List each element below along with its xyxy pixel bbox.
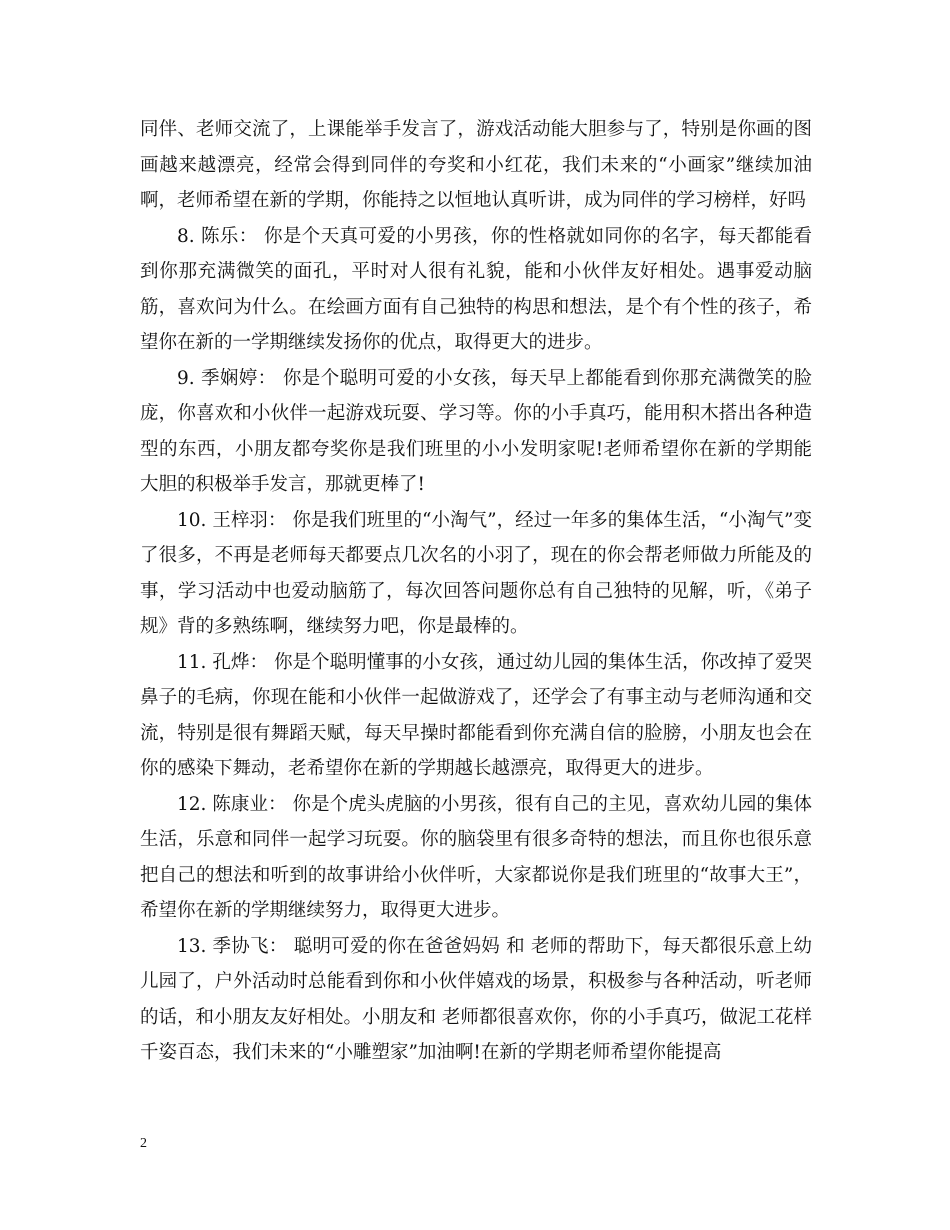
page-number: 2 [140,1136,147,1151]
paragraph-entry-8: 8. 陈乐： 你是个天真可爱的小男孩，你的性格就如同你的名字，每天都能看到你那充满微笑的面孔，平时对人很有礼貌，能和小伙伴友好相处。遇事爱动脑筋，喜欢问为什么。在绘画方面有自己独特的构思和想法，是个有个性的孩子，希望你在新的一学期继续发扬你的优点，取得更大的进步。 [140,225,812,353]
paragraph-continuation: 同伴、老师交流了，上课能举手发言了，游戏活动能大胆参与了，特别是你画的图画越来越漂亮，经常会得到同伴的夸奖和小红花，我们未来的“小画家”继续加油啊，老师希望在新的学期，你能持之以恒地认真听讲，成为同伴的学习榜样，好吗 [140,119,812,211]
paragraph-entry-10: 10. 王梓羽： 你是我们班里的“小淘气”，经过一年多的集体生活，“小淘气”变了很多，不再是老师每天都要点几次名的小羽了，现在的你会帮老师做力所能及的事，学习活动中也爱动脑筋了，每次回答问题你总有自己独特的见解，听，《弟子规》背的多熟练啊，继续努力吧，你是最棒的。 [140,509,812,637]
document-body [140,112,812,1071]
paragraph-entry-12: 12. 陈康业： 你是个虎头虎脑的小男孩，很有自己的主见，喜欢幼儿园的集体生活，乐意和同伴一起学习玩耍。你的脑袋里有很多奇特的想法，而且你也很乐意把自己的想法和听到的故事讲给小伙伴听，大家都说你是我们班里的“故事大王”，希望你在新的学期继续努力，取得更大进步。 [140,793,812,921]
paragraph-entry-11: 11. 孔烨： 你是个聪明懂事的小女孩，通过幼儿园的集体生活，你改掉了爱哭鼻子的毛病，你现在能和小伙伴一起做游戏了，还学会了有事主动与老师沟通和交流，特别是很有舞蹈天赋，每天早操时都能看到你充满自信的脸膀，小朋友也会在你的感染下舞动，老希望你在新的学期越长越漂亮，取得更大的进步。 [140,651,812,779]
paragraph-entry-13: 13. 季协飞： 聪明可爱的你在爸爸妈妈 和 老师的帮助下，每天都很乐意上幼儿园了，户外活动时总能看到你和小伙伴嬉戏的场景，积极参与各种活动，听老师的话，和小朋友友好相处。小朋友和 老师都很喜欢你，你的小手真巧，做泥工花样千姿百态，我们未来的“小雕塑家”加油啊!在新的学期老师希望你能提高 [140,935,812,1063]
paragraph-entry-9: 9. 季娴婷： 你是个聪明可爱的小女孩，每天早上都能看到你那充满微笑的脸庞，你喜欢和小伙伴一起游戏玩耍、学习等。你的小手真巧，能用积木搭出各种造型的东西，小朋友都夸奖你是我们班里的小小发明家呢!老师希望你在新的学期能大胆的积极举手发言，那就更棒了! [140,367,812,495]
